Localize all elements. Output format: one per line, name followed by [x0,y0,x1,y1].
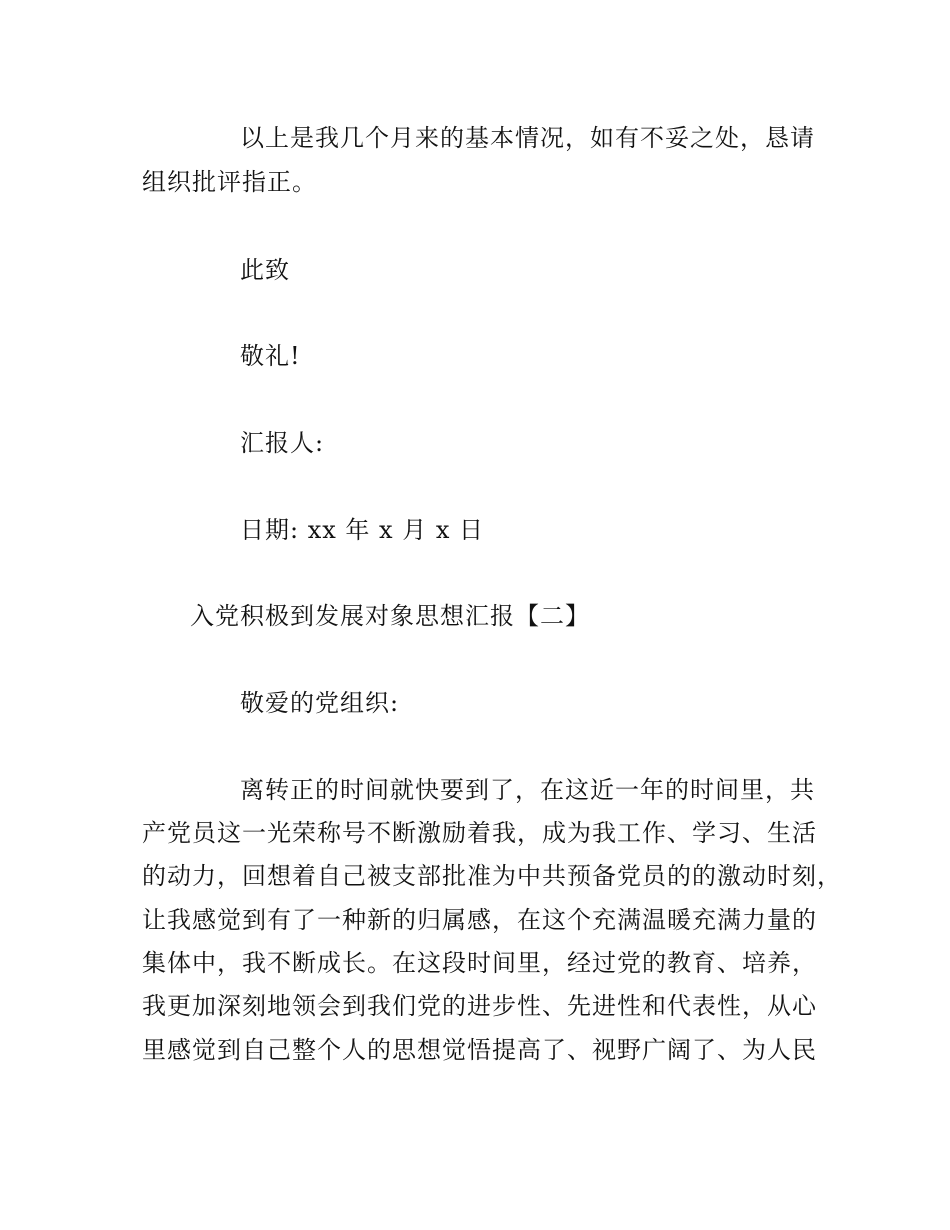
section-heading: 入党积极到发展对象思想汇报【二】 [190,602,590,630]
body-line-1: 离转正的时间就快要到了，在这近一年的时间里，共 [240,776,815,804]
salutation: 此致 [240,256,290,284]
greeting: 敬爱的党组织: [240,689,400,717]
closing-paragraph-line-2: 组织批评指正。 [142,168,317,196]
body-line-5: 集体中，我不断成长。在这段时间里，经过党的教育、培养， [142,949,817,977]
body-line-7: 里感觉到自己整个人的思想觉悟提高了、视野广阔了、为人民 [142,1036,817,1064]
regards: 敬礼! [240,342,301,370]
body-line-3: 的动力，回想着自己被支部批准为中共预备党员的的激动时刻， [142,862,842,890]
date-label: 日期: xx 年 x 月 x 日 [240,516,484,544]
closing-paragraph-line-1: 以上是我几个月来的基本情况，如有不妥之处，恳请 [240,124,815,152]
body-line-4: 让我感觉到有了一种新的归属感，在这个充满温暖充满力量的 [142,906,817,934]
reporter-label: 汇报人: [240,429,325,457]
body-line-6: 我更加深刻地领会到我们党的进步性、先进性和代表性，从心 [142,992,817,1020]
body-line-2: 产党员这一光荣称号不断激励着我，成为我工作、学习、生活 [142,819,817,847]
